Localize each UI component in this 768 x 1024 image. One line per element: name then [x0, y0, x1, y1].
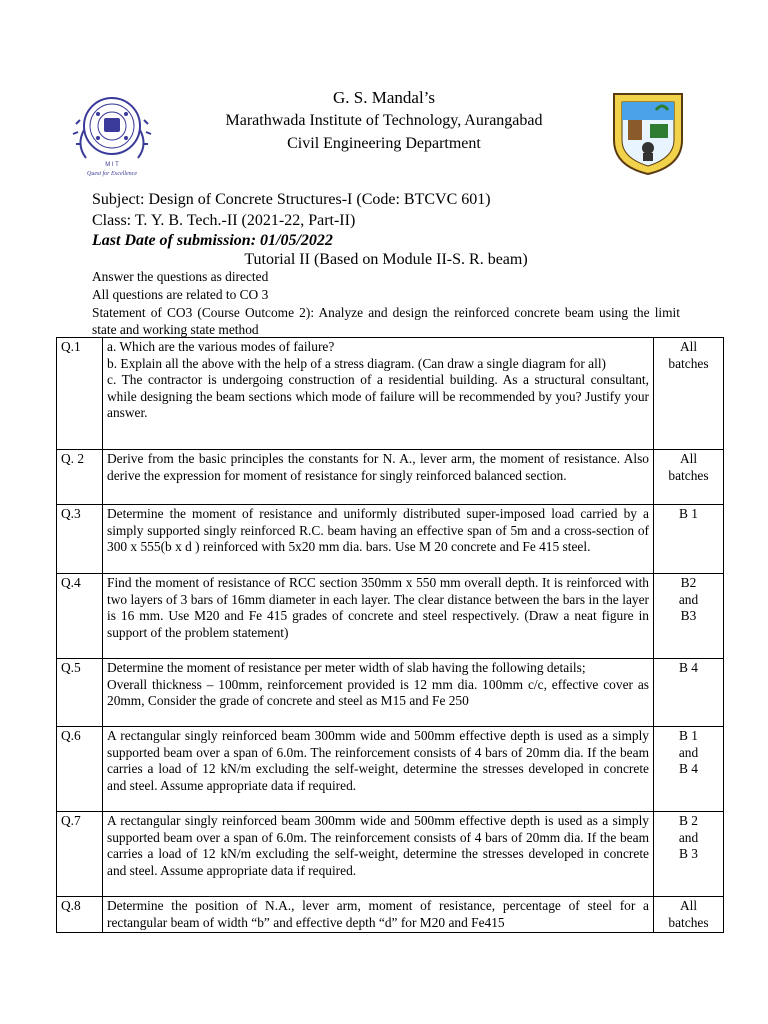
- question-number: Q.3: [57, 505, 103, 574]
- table-row: [57, 450, 724, 505]
- batch-line: B2: [680, 575, 697, 590]
- question-number: Q.7: [57, 812, 103, 897]
- question-line: Find the moment of resistance of RCC section 350mm x 550 mm overall depth. It is reinforced with two layers of 3 bars of 16mm diameter in each layer. The clear distance between the bars in the layer is 16 mm. Use M20 and Fe 415 grades of concrete and steel respectively. (Draw a neat figure in support of the problem statement): [107, 575, 649, 640]
- question-line: Determine the position of N.A., lever arm, moment of resistance, percentage of steel for a rectangular beam of width “b” and effective depth “d” for M20 and Fe415: [107, 898, 649, 930]
- batch-cell: [654, 659, 724, 727]
- batch-cell: [654, 574, 724, 659]
- question-line: c. The contractor is undergoing construction of a residential building. As a structural consultant, while designing the beam sections which mode of failure will be recommended by you? Justify your answer.: [107, 372, 649, 421]
- table-row: [57, 897, 724, 933]
- mit-logo: [66, 90, 158, 180]
- class-line: Class: T. Y. B. Tech.-II (2021-22, Part-II): [92, 212, 356, 229]
- svg-text:M I T: M I T: [105, 162, 119, 168]
- question-text: [103, 897, 654, 933]
- batch-line: B 4: [679, 660, 698, 675]
- batch-line: and: [678, 744, 699, 760]
- question-text: [103, 450, 654, 505]
- table-row: [57, 505, 724, 574]
- department-name: Civil Engineering Department: [287, 135, 481, 152]
- question-text: [103, 574, 654, 659]
- org-name: G. S. Mandal’s: [333, 88, 435, 107]
- question-line: Determine the moment of resistance and uniformly distributed super-imposed load carried by a simply supported singly reinforced R.C. beam having an effective span of 5m and a cross-section of 300 x 555(b x d ) reinforced with 5x20 mm dia. bars. Use M 20 concrete and Fe 415 steel.: [107, 506, 649, 555]
- batch-cell: [654, 897, 724, 933]
- batch-cell: [654, 450, 724, 505]
- table-row: [57, 812, 724, 897]
- batch-line: batches: [668, 355, 709, 371]
- batch-line: B 1: [679, 506, 698, 521]
- instruction-line: All questions are related to CO 3: [92, 287, 269, 302]
- batch-line: B 3: [679, 846, 698, 862]
- question-number: Q.6: [57, 727, 103, 812]
- table-row: [57, 338, 724, 450]
- tutorial-title: Tutorial II (Based on Module II-S. R. beam): [244, 251, 528, 268]
- question-text: [103, 812, 654, 897]
- batch-line: and: [678, 829, 699, 845]
- question-line: A rectangular singly reinforced beam 300mm wide and 500mm effective depth is used as a simply supported beam over a span of 6.0m. The reinforcement consists of 4 bars of 20mm dia. If the beam carries a load of 12 kN/m excluding the self-weight, determine the stresses developed in concrete and steel. Assume appropriate data if required.: [107, 813, 649, 878]
- institute-name: Marathwada Institute of Technology, Aurangabad: [225, 112, 543, 129]
- table-row: [57, 727, 724, 812]
- batch-line: batches: [668, 914, 709, 930]
- question-line: b. Explain all the above with the help of a stress diagram. (Can draw a single diagram for all): [107, 355, 607, 371]
- question-number: Q.8: [57, 897, 103, 933]
- instruction-line: Answer the questions as directed: [92, 269, 269, 284]
- co-statement: Statement of CO3 (Course Outcome 2): Analyze and design the reinforced concrete beam using the limit state and working state method: [92, 305, 680, 337]
- batch-line: All: [679, 898, 698, 913]
- batch-cell: [654, 338, 724, 450]
- question-line: Overall thickness – 100mm, reinforcement provided is 12 mm dia. 100mm c/c, effective cover as 20mm, Consider the grade of concrete and steel as M15 and Fe 250: [107, 676, 649, 709]
- batch-line: B 1: [679, 728, 698, 743]
- batch-line: and: [678, 591, 699, 607]
- question-text: [103, 505, 654, 574]
- question-line: Determine the moment of resistance per meter width of slab having the following details;: [107, 660, 586, 675]
- svg-text:Quest for Excellence: Quest for Excellence: [87, 171, 137, 177]
- question-text: [103, 659, 654, 727]
- batch-cell: [654, 727, 724, 812]
- question-number: Q.4: [57, 574, 103, 659]
- question-line: A rectangular singly reinforced beam 300mm wide and 500mm effective depth is used as a simply supported beam over a span of 6.0m. The reinforcement consists of 4 bars of 20mm dia. If the beam carries a load of 12 kN/m excluding the self-weight, determine the stresses developed in concrete and steel. Assume appropriate data if required.: [107, 728, 649, 793]
- subject-line: Subject: Design of Concrete Structures-I (Code: BTCVC 601): [92, 191, 491, 208]
- question-number: Q. 2: [57, 450, 103, 505]
- table-row: [57, 659, 724, 727]
- question-text: [103, 338, 654, 450]
- table-row: [57, 574, 724, 659]
- question-number: Q.5: [57, 659, 103, 727]
- batch-line: All: [679, 339, 698, 354]
- gs-mandal-logo: [610, 90, 686, 176]
- question-line: Derive from the basic principles the constants for N. A., lever arm, the moment of resistance. Also derive the expression for moment of resistance for singly reinforced balanced section.: [107, 451, 649, 483]
- batch-cell: [654, 505, 724, 574]
- batch-line: B 2: [679, 813, 698, 828]
- batch-cell: [654, 812, 724, 897]
- last-date-line: Last Date of submission: 01/05/2022: [92, 232, 333, 249]
- question-text: [103, 727, 654, 812]
- question-number: Q.1: [57, 338, 103, 450]
- batch-line: B 4: [679, 761, 698, 777]
- batch-line: All: [679, 451, 698, 466]
- question-line: a. Which are the various modes of failure?: [107, 339, 335, 354]
- questions-table: [56, 337, 724, 933]
- batch-line: B3: [680, 608, 697, 624]
- batch-line: batches: [668, 467, 709, 483]
